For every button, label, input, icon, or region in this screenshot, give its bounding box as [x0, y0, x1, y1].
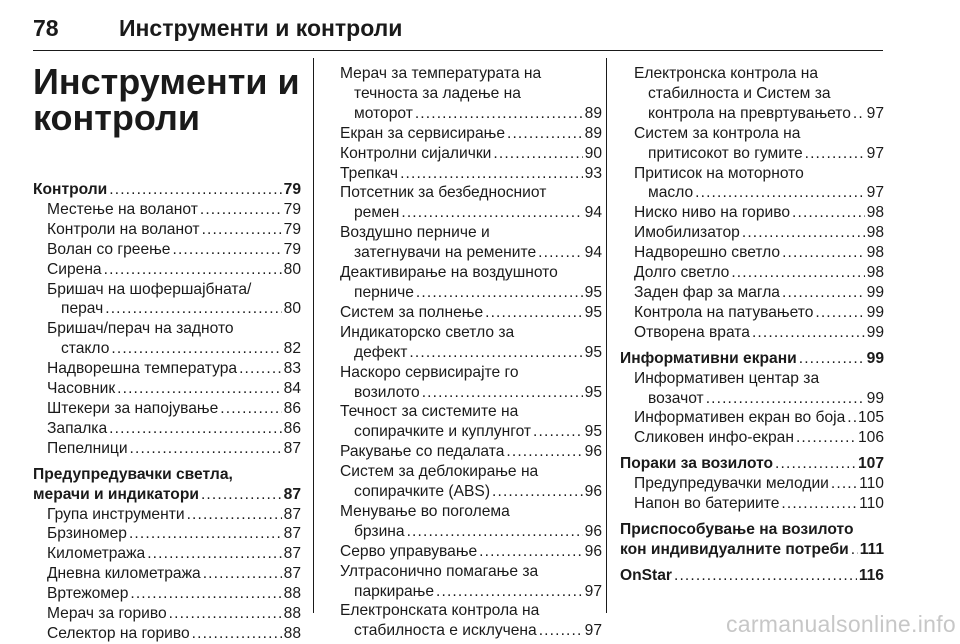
toc-entry-page: 79 [283, 240, 301, 258]
toc-entry[interactable] [326, 422, 602, 442]
toc-entry[interactable] [326, 542, 602, 562]
toc-entry[interactable] [33, 359, 301, 379]
toc-entry-title: Запалка [47, 419, 108, 437]
toc-entry-line: Воздушно перниче и [340, 224, 490, 242]
toc-entry[interactable] [326, 164, 602, 184]
toc-entry[interactable] [620, 104, 884, 124]
watermark: carmanualsonline.info [725, 611, 956, 637]
toc-entry-title: стабилноста е исклучена [354, 622, 537, 640]
toc-entry[interactable] [33, 624, 301, 644]
toc-entry-title: сопирачките и куплунгот [354, 423, 532, 441]
toc-entry-line: Потсетник за безбедносниот [340, 184, 547, 202]
toc-entry-line: Предупредувачки светла, [33, 465, 233, 483]
toc-entry[interactable] [33, 439, 301, 459]
toc-entry-title: Брзиномер [47, 525, 127, 543]
toc-heading-entry[interactable] [620, 349, 884, 369]
toc-entry[interactable] [326, 343, 602, 363]
toc-entry-title: стакло [61, 340, 110, 358]
dot-leader [416, 283, 583, 303]
dot-leader [200, 200, 282, 220]
toc-entry-title: Информативен екран во боја [634, 409, 846, 427]
toc-entry-title: ремен [354, 204, 400, 222]
toc-entry-line: Мерач за температурата на [340, 65, 542, 82]
toc-entry[interactable] [326, 104, 602, 124]
toc-entry-line: Менување во поголема [340, 502, 510, 520]
toc-entry-page: 106 [857, 429, 884, 447]
dot-leader [533, 422, 583, 442]
toc-entry[interactable] [620, 303, 884, 323]
running-title: Инструменти и контроли [119, 15, 403, 41]
toc-entry-line: течноста за ладење на [354, 84, 521, 102]
toc-entry[interactable] [620, 283, 884, 303]
toc-entry-page: 99 [866, 303, 884, 321]
dot-leader [792, 203, 865, 223]
toc-entry-title: паркирање [354, 582, 435, 600]
dot-leader [479, 542, 582, 562]
toc-entry-page: 80 [283, 300, 301, 318]
toc-entry-page: 89 [584, 104, 602, 122]
toc-entry-title: масло [648, 184, 694, 202]
toc-entry-title: Сликовен инфо-екран [634, 429, 794, 447]
toc-entry-line: Деактивирање на воздушното [340, 264, 558, 282]
dot-leader [117, 379, 282, 399]
toc-entry-page: 87 [283, 485, 301, 503]
toc-entry[interactable] [326, 442, 602, 462]
dot-leader [436, 582, 583, 602]
toc-entry-page: 95 [584, 423, 602, 441]
dot-leader [401, 203, 582, 223]
section-title-line: контроли [33, 97, 200, 138]
toc-entry-page: 99 [866, 323, 884, 341]
dot-leader [147, 544, 281, 564]
toc-entry-page: 99 [866, 389, 884, 407]
dot-leader [847, 408, 856, 428]
toc-entry[interactable] [620, 389, 884, 409]
toc-entry-title: Серво управување [340, 542, 478, 560]
toc-entry-line: Течност за системите на [340, 403, 519, 421]
toc-entry[interactable] [620, 183, 884, 203]
toc-heading-entry[interactable] [620, 566, 884, 586]
toc-entry-title: затегнувачи на ремените [354, 244, 537, 262]
dot-leader [796, 428, 856, 448]
toc-entry[interactable] [33, 220, 301, 240]
toc-entry-page: 88 [283, 624, 301, 642]
dot-leader [674, 566, 857, 586]
toc-entry-title: Заден фар за магла [634, 283, 780, 301]
toc-entry[interactable] [33, 399, 301, 419]
toc-heading-entry[interactable] [620, 540, 884, 560]
dot-leader [239, 359, 282, 379]
toc-entry-line: Информативен центар за [634, 369, 820, 387]
toc-entry-line: Наскоро сервисирајте го [340, 363, 519, 381]
toc-entry[interactable] [620, 428, 884, 448]
toc-entry-page: 80 [283, 260, 301, 278]
toc-entry-line: Бришач/перач на задното [47, 320, 234, 338]
toc-entry-title: Контроли на воланот [47, 220, 200, 238]
toc-entry[interactable] [326, 243, 602, 263]
dot-leader [201, 485, 282, 505]
toc-entry-page: 88 [283, 605, 301, 623]
toc-entry-page: 95 [584, 383, 602, 401]
page-header [33, 4, 883, 51]
toc-entry[interactable] [620, 323, 884, 343]
dot-leader [851, 540, 858, 560]
dot-leader [130, 439, 282, 459]
dot-leader [781, 494, 857, 514]
toc-entry-title: Местење на воланот [47, 200, 198, 218]
toc-heading-entry[interactable] [33, 180, 301, 200]
dot-leader [831, 474, 857, 494]
toc-entry-page: 97 [866, 144, 884, 162]
toc-entry-title: Сирена [47, 260, 102, 278]
toc-heading-entry[interactable] [620, 454, 884, 474]
toc-entry[interactable] [326, 621, 602, 641]
dot-leader [172, 240, 281, 260]
dot-leader [409, 343, 582, 363]
toc-entry-line: Систем за деблокирање на [340, 463, 539, 481]
dot-leader [105, 299, 281, 319]
toc-entry-line: Електронската контрола на [340, 602, 540, 620]
toc-entry-title: Екран за сервисирање [340, 124, 505, 142]
page-number: 78 [33, 15, 59, 41]
toc-list [620, 64, 884, 586]
toc-list [33, 180, 301, 644]
toc-entry-line: Бришач на шофершајбната/ [47, 280, 252, 298]
dot-leader [695, 183, 865, 203]
toc-entry-title: перач [61, 300, 104, 318]
dot-leader [111, 339, 281, 359]
toc-entry-page: 95 [584, 343, 602, 361]
toc-entry[interactable] [620, 494, 884, 514]
toc-entry-title: контрола на превртувањето [648, 104, 851, 122]
toc-entry[interactable] [33, 240, 301, 260]
toc-entry-title: Контрола на патувањето [634, 303, 814, 321]
dot-leader [805, 144, 865, 164]
dot-leader [752, 323, 865, 343]
toc-entry-title: Часовник [47, 380, 116, 398]
dot-leader [706, 389, 865, 409]
dot-leader [782, 283, 865, 303]
toc-entry-page: 107 [857, 455, 884, 473]
dot-leader [742, 223, 865, 243]
toc-entry-title: моторот [354, 104, 413, 122]
toc-entry-title: дефект [354, 343, 408, 361]
toc-entry[interactable] [33, 564, 301, 584]
toc-entry-title: Надворешно светло [634, 244, 781, 262]
toc-entry-page: 86 [283, 399, 301, 417]
toc-entry-page: 96 [584, 522, 602, 540]
toc-entry-title: Вртежомер [47, 585, 129, 603]
dot-leader [853, 104, 865, 124]
toc-entry[interactable] [33, 544, 301, 564]
toc-entry[interactable] [33, 584, 301, 604]
section-title-line: Инструменти и [33, 61, 300, 102]
toc-entry-title: кон индивидуалните потреби [620, 540, 849, 558]
toc-entry-page: 98 [866, 244, 884, 262]
toc-entry-page: 94 [584, 244, 602, 262]
toc-entry-page: 79 [283, 200, 301, 218]
toc-entry[interactable] [326, 482, 602, 502]
toc-entry-title: Пораки за возилото [620, 455, 774, 473]
dot-leader [799, 349, 865, 369]
toc-entry-page: 96 [584, 443, 602, 461]
toc-entry-page: 90 [584, 144, 602, 162]
toc-heading-entry[interactable] [33, 485, 301, 505]
toc-entry[interactable] [33, 339, 301, 359]
toc-entry-title: Контролни сијалички [340, 144, 492, 162]
toc-entry-page: 110 [859, 495, 884, 513]
toc-entry-page: 87 [283, 525, 301, 543]
dot-leader [538, 243, 583, 263]
toc-entry-page: 98 [866, 264, 884, 282]
toc-entry-page: 98 [866, 224, 884, 242]
toc-entry-title: Штекери за напојување [47, 399, 219, 417]
toc-entry-title: Систем за полнење [340, 303, 484, 321]
dot-leader [220, 399, 281, 419]
dot-leader [775, 454, 856, 474]
toc-entry-title: Отворена врата [634, 323, 750, 341]
dot-leader [203, 564, 282, 584]
dot-leader [109, 180, 281, 200]
toc-column-1 [33, 61, 301, 644]
toc-entry-page: 95 [584, 303, 602, 321]
toc-entry-page: 111 [859, 540, 884, 558]
toc-entry[interactable] [33, 419, 301, 439]
toc-entry-page: 110 [859, 475, 884, 493]
toc-entry[interactable] [33, 200, 301, 220]
toc-entry-page: 87 [283, 439, 301, 457]
toc-entry[interactable] [620, 203, 884, 223]
toc-entry-title: Мерач за гориво [47, 605, 167, 623]
toc-entry-line: Електронска контрола на [634, 65, 819, 82]
toc-entry-line: Ултрасонично помагање за [340, 562, 539, 580]
toc-entry-title: Километража [47, 545, 146, 563]
toc-entry-title: Долго светло [634, 264, 730, 282]
toc-entry-title: OnStar [620, 566, 672, 584]
dot-leader [192, 624, 282, 644]
toc-entry[interactable] [326, 124, 602, 144]
toc-entry[interactable] [326, 203, 602, 223]
dot-leader [506, 442, 582, 462]
toc-entry[interactable] [326, 383, 602, 403]
toc-entry[interactable] [33, 379, 301, 399]
toc-entry-title: Волан со греење [47, 240, 171, 258]
dot-leader [169, 604, 282, 624]
toc-entry-title: Ниско ниво на гориво [634, 204, 791, 222]
toc-entry-page: 94 [584, 204, 602, 222]
toc-entry[interactable] [620, 408, 884, 428]
toc-entry-page: 87 [283, 505, 301, 523]
toc-entry-page: 86 [283, 419, 301, 437]
dot-leader [507, 124, 583, 144]
toc-entry[interactable] [326, 582, 602, 602]
toc-entry[interactable] [33, 505, 301, 525]
toc-entry[interactable] [326, 303, 602, 323]
toc-column-3 [620, 64, 884, 586]
section-title [33, 61, 301, 138]
toc-entry-title: мерачи и индикатори [33, 485, 199, 503]
toc-entry-page: 93 [584, 164, 602, 182]
toc-entry-title: сопирачките (ABS) [354, 483, 491, 501]
toc-entry-title: возачот [648, 389, 704, 407]
toc-entry-page: 105 [857, 409, 884, 427]
toc-entry-title: Имобилизатор [634, 224, 740, 242]
toc-entry-page: 89 [584, 124, 602, 142]
toc-entry-page: 99 [866, 283, 884, 301]
dot-leader [202, 220, 282, 240]
toc-entry-page: 88 [283, 585, 301, 603]
column-divider [606, 58, 607, 613]
toc-entry-page: 87 [283, 545, 301, 563]
toc-column-2 [326, 64, 602, 641]
column-divider [313, 58, 314, 613]
toc-entry-title: Селектор на гориво [47, 624, 190, 642]
toc-entry-title: Дневна километража [47, 565, 201, 583]
toc-entry-title: Контроли [33, 181, 108, 198]
toc-entry-page: 79 [283, 220, 301, 238]
dot-leader [187, 505, 282, 525]
toc-entry-page: 84 [283, 380, 301, 398]
toc-entry-title: перниче [354, 283, 414, 301]
dot-leader [104, 260, 282, 280]
dot-leader [400, 164, 583, 184]
dot-leader [485, 303, 583, 323]
toc-entry[interactable] [33, 524, 301, 544]
toc-entry-line: Притисок на моторното [634, 164, 804, 182]
toc-entry-title: Трепкач [340, 164, 399, 182]
toc-entry-page: 97 [866, 184, 884, 202]
toc-entry-page: 99 [866, 349, 884, 367]
toc-entry-title: Предупредувачки мелодии [634, 475, 829, 493]
toc-entry[interactable] [33, 299, 301, 319]
toc-entry-page: 97 [584, 582, 602, 600]
toc-entry-page: 96 [584, 542, 602, 560]
toc-entry-line: Индикаторско светло за [340, 323, 515, 341]
toc-entry-title: возилото [354, 383, 420, 401]
dot-leader [415, 104, 583, 124]
toc-entry[interactable] [620, 243, 884, 263]
toc-entry[interactable] [33, 260, 301, 280]
toc-entry-title: Група инструменти [47, 505, 185, 523]
toc-list [326, 64, 602, 641]
dot-leader [782, 243, 865, 263]
dot-leader [493, 144, 582, 164]
dot-leader [130, 584, 281, 604]
dot-leader [815, 303, 864, 323]
toc-entry-page: 98 [866, 204, 884, 222]
dot-leader [129, 524, 282, 544]
toc-entry-title: Пепелници [47, 439, 128, 457]
dot-leader [731, 263, 864, 283]
toc-entry-line: Приспособување на возилото [620, 520, 854, 538]
dot-leader [422, 383, 583, 403]
toc-entry-page: 87 [283, 565, 301, 583]
dot-leader [492, 482, 583, 502]
toc-entry-page: 96 [584, 483, 602, 501]
toc-entry-page: 82 [283, 340, 301, 358]
toc-entry-page: 83 [283, 360, 301, 378]
dot-leader [539, 621, 583, 641]
toc-entry[interactable] [620, 263, 884, 283]
toc-entry-title: Надворешна температура [47, 360, 238, 378]
toc-entry[interactable] [326, 283, 602, 303]
toc-entry-page: 95 [584, 283, 602, 301]
toc-entry-title: притисокот во гумите [648, 144, 803, 162]
toc-entry-line: стабилноста и Систем за [648, 84, 831, 102]
toc-entry-page: 79 [283, 181, 301, 198]
dot-leader [407, 522, 583, 542]
toc-entry[interactable] [620, 223, 884, 243]
dot-leader [109, 419, 281, 439]
toc-entry-title: Напон во батериите [634, 495, 780, 513]
toc-entry-page: 116 [858, 566, 884, 584]
toc-entry[interactable] [326, 522, 602, 542]
toc-entry[interactable] [620, 474, 884, 494]
toc-entry-title: Информативни екрани [620, 349, 797, 367]
toc-entry-page: 97 [866, 104, 884, 122]
toc-entry-title: брзина [354, 522, 405, 540]
toc-entry[interactable] [326, 144, 602, 164]
toc-entry-line: Систем за контрола на [634, 124, 801, 142]
toc-entry-page: 97 [584, 622, 602, 640]
toc-entry-title: Ракување со педалата [340, 443, 505, 461]
toc-entry[interactable] [33, 604, 301, 624]
toc-entry[interactable] [620, 144, 884, 164]
